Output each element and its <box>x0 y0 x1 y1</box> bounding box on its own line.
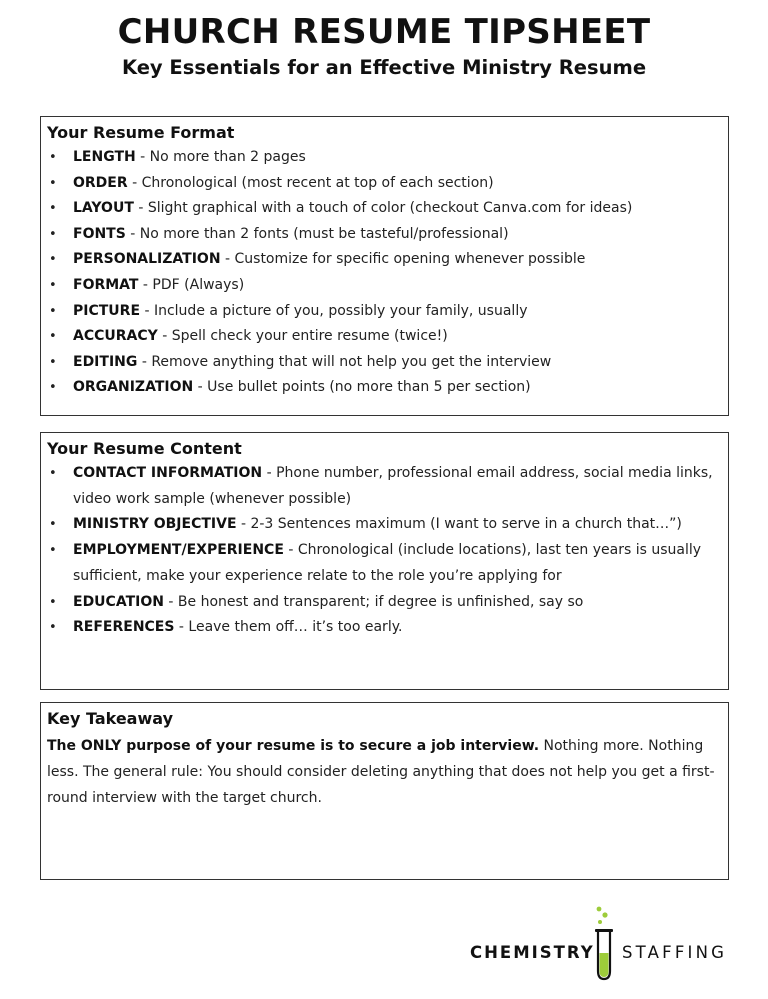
resume-format-box <box>40 116 729 416</box>
list-item <box>47 222 722 248</box>
bullet-icon: • <box>49 150 57 165</box>
item-term: FORMAT <box>73 276 139 293</box>
item-term: EDITING <box>73 353 138 370</box>
takeaway-bold: The ONLY purpose of your resume is to secure a job interview. <box>47 738 540 754</box>
logo-word-staffing: STAFFING <box>622 943 728 962</box>
list-item <box>47 590 722 616</box>
item-text: - No more than 2 pages <box>135 149 306 165</box>
item-text: - Remove anything that will not help you get the interview <box>137 353 552 370</box>
bullet-icon: • <box>49 175 57 191</box>
bullet-icon: • <box>49 517 57 533</box>
bullet-icon: • <box>49 620 57 636</box>
resume-content-box <box>40 432 729 690</box>
item-text: - Be honest and transparent; if degree is unfinished, say so <box>163 593 584 610</box>
page-title: CHURCH RESUME TIPSHEET <box>117 12 651 52</box>
bullet-icon: • <box>49 543 57 559</box>
bullet-icon: • <box>49 594 57 610</box>
item-term: MINISTRY OBJECTIVE <box>73 516 237 533</box>
list-item <box>47 615 722 641</box>
item-text: - No more than 2 fonts (must be tasteful/professional) <box>125 225 509 242</box>
takeaway-body: Nothing more. Nothing less. The general rule: You should consider deleting anything that does not help you get a first-round interview with the target church. <box>47 738 715 806</box>
item-text: - Customize for specific opening whenever possible <box>220 251 586 268</box>
bullet-icon: • <box>49 252 57 268</box>
item-term: ORGANIZATION <box>73 379 194 396</box>
item-text: - Slight graphical with a touch of color (checkout Canva.com for ideas) <box>133 200 633 217</box>
item-term: LENGTH <box>73 149 136 165</box>
bullet-icon: • <box>49 201 57 217</box>
item-text: - Use bullet points (no more than 5 per section) <box>193 379 531 396</box>
item-text: - Include a picture of you, possibly your family, usually <box>140 302 528 319</box>
item-text: - Spell check your entire resume (twice!) <box>157 328 448 345</box>
bullet-icon: • <box>49 354 57 370</box>
item-text: - Chronological (most recent at top of each section) <box>127 174 494 191</box>
test-tube-icon <box>590 905 618 983</box>
logo-word-chemistry: CHEMISTRY <box>470 943 595 962</box>
bullet-icon: • <box>49 303 57 319</box>
key-takeaway-box <box>40 702 729 880</box>
bullet-icon: • <box>49 380 57 396</box>
bullet-icon: • <box>49 226 57 242</box>
list-item <box>47 171 722 197</box>
item-term: ORDER <box>73 174 128 191</box>
list-item <box>47 375 722 401</box>
section-heading: Key Takeaway <box>47 709 173 728</box>
item-term: CONTACT INFORMATION <box>73 465 263 481</box>
list-item <box>47 273 722 299</box>
list-item <box>47 512 722 538</box>
list-item <box>47 247 722 273</box>
takeaway-paragraph <box>47 733 722 811</box>
section-heading: Your Resume Format <box>47 123 235 142</box>
item-text: - 2-3 Sentences maximum (I want to serve in a church that…”) <box>236 516 682 533</box>
item-term: EDUCATION <box>73 593 164 610</box>
item-text: - Leave them off… it’s too early. <box>174 619 403 636</box>
list-item <box>47 538 722 589</box>
list-item <box>47 196 722 222</box>
item-text: - Chronological (include locations), last ten years is usually sufficient, make your experience relate to the role you’re applying for <box>73 542 702 584</box>
bullet-icon: • <box>49 329 57 345</box>
bullet-icon: • <box>49 277 57 293</box>
item-text: - Phone number, professional email address, social media links, video work sample (whenever possible) <box>73 465 713 507</box>
section-heading: Your Resume Content <box>47 439 242 458</box>
item-term: PICTURE <box>73 302 141 319</box>
item-term: LAYOUT <box>73 200 134 217</box>
list-item <box>47 350 722 376</box>
list-item <box>47 299 722 325</box>
content-list <box>47 461 722 641</box>
item-term: ACCURACY <box>73 328 158 345</box>
list-item <box>47 461 722 512</box>
chemistry-staffing-logo <box>470 905 740 985</box>
item-text: - PDF (Always) <box>138 276 245 293</box>
bullet-icon: • <box>49 466 57 481</box>
item-term: PERSONALIZATION <box>73 251 221 268</box>
format-list <box>47 145 722 401</box>
list-item <box>47 145 722 171</box>
list-item <box>47 324 722 350</box>
item-term: FONTS <box>73 225 126 242</box>
item-term: REFERENCES <box>73 619 175 636</box>
page-subtitle: Key Essentials for an Effective Ministry Resume <box>121 56 647 79</box>
item-term: EMPLOYMENT/EXPERIENCE <box>73 542 284 559</box>
